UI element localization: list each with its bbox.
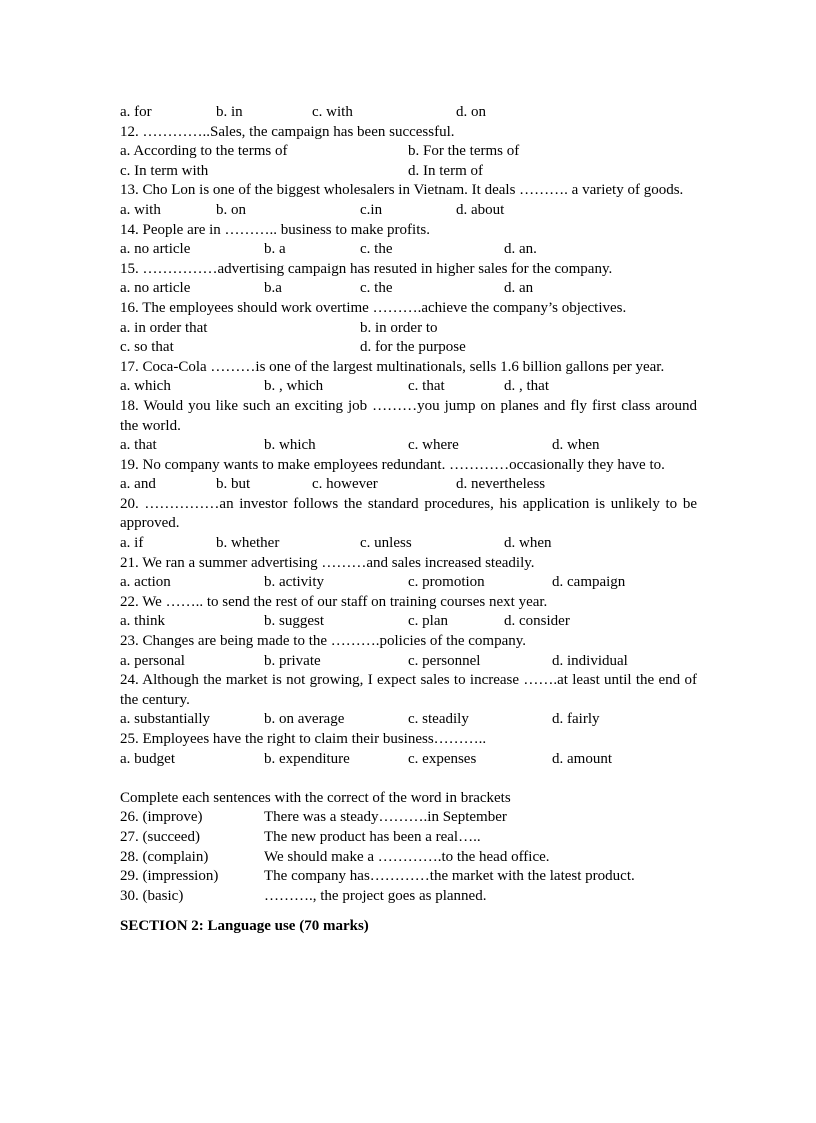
option-c: c. the [360, 280, 393, 297]
option-c: c. with [312, 104, 353, 120]
section-2-heading: SECTION 2: Language use (70 marks) [120, 918, 369, 935]
options-19 [120, 475, 697, 495]
word-form-item-30 [120, 887, 697, 907]
option-b: b. , which [264, 378, 324, 395]
option-d: d. for the purpose [360, 339, 466, 356]
option-c: c. so that [120, 339, 174, 356]
option-d: d. campaign [552, 574, 626, 591]
option-d: d. when [504, 535, 552, 552]
option-b: b. in order to [360, 319, 438, 336]
question-14: 14. People are in ……….. business to make profits. [120, 221, 430, 238]
option-d: d. when [552, 437, 600, 454]
word-form-label: 27. (succeed) [120, 828, 200, 845]
option-b: b. on average [264, 711, 345, 728]
exercise-page [120, 103, 697, 937]
option-c: c. plan [408, 613, 448, 630]
options-11 [120, 103, 697, 123]
word-form-label: 28. (complain) [120, 848, 209, 865]
option-a: a. in order that [120, 319, 208, 336]
option-a: a. think [120, 613, 165, 630]
question-12: 12. …………..Sales, the campaign has been successful. [120, 123, 455, 140]
option-a: a. budget [120, 750, 175, 767]
option-d: d. consider [504, 613, 570, 630]
question-22: 22. We …….. to send the rest of our staff on training courses next year. [120, 593, 548, 610]
spacer [120, 769, 697, 789]
question-17: 17. Coca-Cola ………is one of the largest multinationals, sells 1.6 billion gallons per year. [120, 358, 665, 375]
word-form-sentence: There was a steady……….in September [264, 809, 507, 826]
option-a: a. substantially [120, 711, 210, 728]
option-a: a. personal [120, 652, 185, 669]
question-25: 25. Employees have the right to claim their business……….. [120, 731, 487, 747]
option-b: b. a [264, 241, 286, 258]
options-12-row2 [120, 162, 697, 182]
options-12-row1 [120, 142, 697, 162]
option-d: d. , that [504, 378, 549, 395]
option-a: a. that [120, 437, 157, 454]
options-24 [120, 710, 697, 730]
option-a: a. action [120, 574, 171, 591]
options-16-row2 [120, 338, 697, 358]
option-d: d. an [504, 280, 534, 297]
word-form-label: 26. (improve) [120, 809, 203, 826]
question-20: 20. ……………an investor follows the standard procedures, his application is unlikely to be approved. [120, 495, 697, 532]
option-b: b. For the terms of [408, 143, 520, 160]
options-23 [120, 652, 697, 672]
option-c: c. that [408, 378, 445, 395]
word-form-sentence: The company has…………the market with the latest product. [264, 868, 635, 885]
option-a: a. no article [120, 241, 191, 258]
question-24: 24. Although the market is not growing, I expect sales to increase …….at least until the end of the century. [120, 672, 697, 708]
options-18 [120, 436, 697, 456]
word-form-sentence: We should make a ………….to the head office. [264, 848, 550, 865]
options-14 [120, 240, 697, 260]
option-c: c.in [360, 201, 383, 218]
option-a: a. for [120, 104, 152, 120]
option-b: b. in [216, 104, 243, 120]
word-form-label: 29. (impression) [120, 868, 219, 885]
word-form-label: 30. (basic) [120, 887, 184, 904]
option-c: c. unless [360, 535, 412, 552]
option-c: c. steadily [408, 711, 469, 728]
options-15 [120, 279, 697, 299]
option-c: c. In term with [120, 162, 209, 179]
option-c: c. promotion [408, 574, 485, 591]
question-23: 23. Changes are being made to the ……….policies of the company. [120, 633, 527, 650]
word-form-sentence: ………., the project goes as planned. [264, 887, 487, 904]
option-b: b.a [264, 280, 282, 297]
option-d: d. nevertheless [456, 476, 546, 493]
option-c: c. expenses [408, 750, 477, 767]
option-d: d. amount [552, 750, 612, 767]
option-d: d. an. [504, 241, 537, 258]
word-form-item-26 [120, 808, 697, 828]
question-19: 19. No company wants to make employees redundant. …………occasionally they have to. [120, 456, 665, 473]
options-17 [120, 377, 697, 397]
option-d: d. on [456, 104, 486, 120]
question-15: 15. ……………advertising campaign has resuted in higher sales for the company. [120, 260, 613, 277]
option-d: d. fairly [552, 711, 600, 728]
option-a: a. According to the terms of [120, 143, 288, 160]
option-b: b. private [264, 652, 321, 669]
option-c: c. the [360, 241, 393, 258]
word-form-item-27 [120, 828, 697, 848]
option-b: b. on [216, 201, 246, 218]
option-d: d. In term of [408, 162, 483, 179]
options-22 [120, 612, 697, 632]
option-c: c. however [312, 476, 378, 493]
options-16-row1 [120, 319, 697, 339]
question-21: 21. We ran a summer advertising ………and sales increased steadily. [120, 554, 535, 571]
option-d: d. about [456, 201, 505, 218]
option-a: a. and [120, 476, 156, 493]
question-13: 13. Cho Lon is one of the biggest wholesalers in Vietnam. It deals ………. a variety of goods. [120, 182, 684, 199]
word-form-sentence: The new product has been a real….. [264, 828, 481, 845]
question-16: 16. The employees should work overtime ……….achieve the company’s objectives. [120, 299, 627, 316]
option-d: d. individual [552, 652, 628, 669]
option-c: c. where [408, 437, 459, 454]
option-b: b. but [216, 476, 251, 493]
option-a: a. which [120, 378, 171, 395]
option-a: a. no article [120, 280, 191, 297]
option-b: b. activity [264, 574, 324, 591]
option-b: b. whether [216, 535, 280, 552]
option-b: b. expenditure [264, 750, 350, 767]
word-form-instruction: Complete each sentences with the correct of the word in brackets [120, 789, 511, 806]
option-a: a. if [120, 535, 144, 552]
options-25 [120, 750, 697, 770]
question-18: 18. Would you like such an exciting job ………you jump on planes and fly first class around the world. [120, 397, 697, 434]
options-13 [120, 201, 697, 221]
option-c: c. personnel [408, 652, 481, 669]
option-b: b. which [264, 437, 316, 454]
word-form-item-29 [120, 867, 697, 887]
option-b: b. suggest [264, 613, 324, 630]
word-form-item-28 [120, 848, 697, 868]
option-a: a. with [120, 201, 161, 218]
options-20 [120, 534, 697, 554]
options-21 [120, 573, 697, 593]
